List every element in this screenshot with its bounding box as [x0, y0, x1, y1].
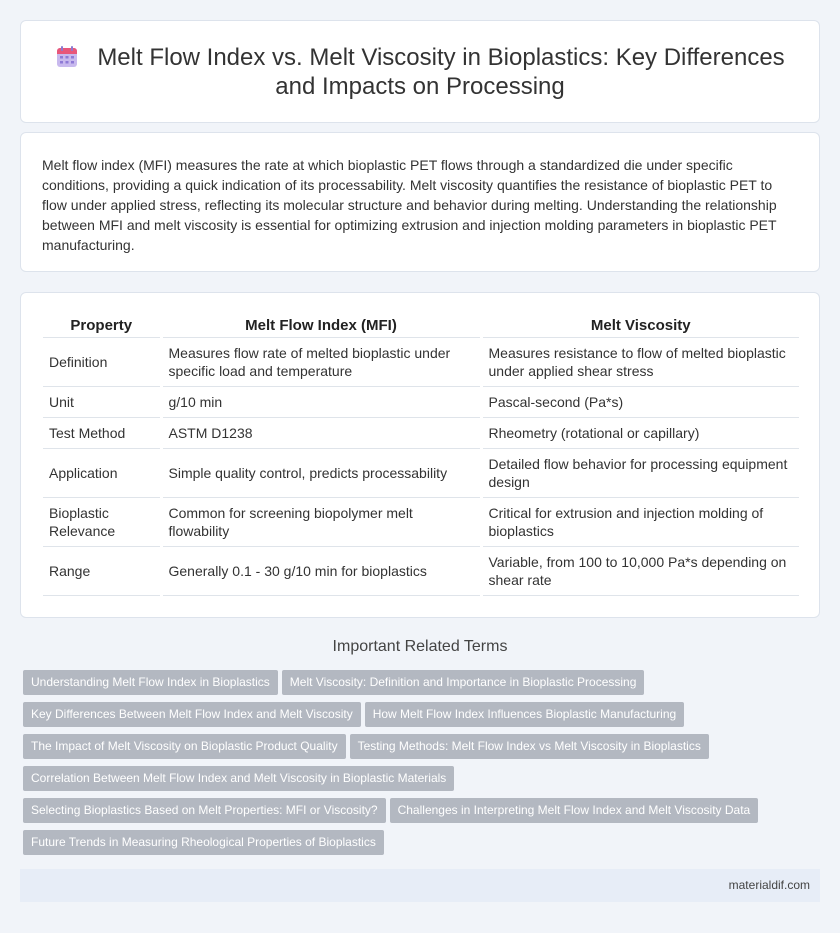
tag-row: [23, 766, 803, 798]
tag-row: [23, 702, 803, 734]
comparison-table-card: [20, 292, 820, 618]
related-term-tag[interactable]: Understanding Melt Flow Index in Bioplastics: [23, 670, 278, 695]
related-term-tag[interactable]: How Melt Flow Index Influences Bioplastic Manufacturing: [365, 702, 684, 727]
related-terms-list: [23, 670, 803, 862]
intro-card: [20, 132, 820, 272]
table-cell: Application: [43, 448, 161, 497]
related-term-tag[interactable]: Challenges in Interpreting Melt Flow Index and Melt Viscosity Data: [390, 798, 759, 823]
page-title: Melt Flow Index vs. Melt Viscosity in Bioplastics: Key Differences and Impacts on Processing: [97, 44, 785, 100]
table-cell: Bioplastic Relevance: [43, 497, 161, 546]
table-cell: Unit: [43, 386, 161, 417]
table-cell: Pascal-second (Pa*s): [481, 386, 799, 417]
table-cell: Measures flow rate of melted bioplastic under specific load and temperature: [161, 337, 481, 386]
tag-row: [23, 830, 803, 862]
comparison-table: [43, 317, 799, 596]
table-cell: Simple quality control, predicts processability: [161, 448, 481, 497]
table-cell: Common for screening biopolymer melt flowability: [161, 497, 481, 546]
table-cell: Detailed flow behavior for processing equipment design: [481, 448, 799, 497]
related-term-tag[interactable]: Selecting Bioplastics Based on Melt Properties: MFI or Viscosity?: [23, 798, 386, 823]
table-row: [43, 546, 799, 595]
table-cell: Rheometry (rotational or capillary): [481, 417, 799, 448]
related-term-tag[interactable]: Melt Viscosity: Definition and Importance in Bioplastic Processing: [282, 670, 645, 695]
related-term-tag[interactable]: Future Trends in Measuring Rheological Properties of Bioplastics: [23, 830, 384, 855]
table-cell: Measures resistance to flow of melted bioplastic under applied shear stress: [481, 337, 799, 386]
table-cell: Range: [43, 546, 161, 595]
intro-paragraph: Melt flow index (MFI) measures the rate at which bioplastic PET flows through a standardized die under specific conditions, providing a quick indication of its processability. Melt viscosity quantifies the resistance of bioplastic PET to flow under applied stress, reflecting its molecular structure and behavior during melting. Understanding the relationship between MFI and melt viscosity is essential for optimizing extrusion and injection molding parameters in bioplastic PET manufacturing.: [42, 157, 777, 253]
related-terms-heading: Important Related Terms: [332, 638, 508, 655]
header-mfi: Melt Flow Index (MFI): [161, 317, 481, 337]
header-viscosity: Melt Viscosity: [481, 317, 799, 337]
table-row: [43, 448, 799, 497]
table-cell: Variable, from 100 to 10,000 Pa*s depending on shear rate: [481, 546, 799, 595]
page-title-container: [51, 43, 789, 101]
related-term-tag[interactable]: Correlation Between Melt Flow Index and Melt Viscosity in Bioplastic Materials: [23, 766, 454, 791]
table-cell: Test Method: [43, 417, 161, 448]
table-cell: g/10 min: [161, 386, 481, 417]
table-row: [43, 497, 799, 546]
tag-row: [23, 798, 803, 830]
table-cell: Critical for extrusion and injection molding of bioplastics: [481, 497, 799, 546]
title-card: [20, 20, 820, 123]
table-row: [43, 417, 799, 448]
footer-site-link[interactable]: materialdif.com: [728, 878, 810, 892]
footer: [20, 869, 820, 902]
table-cell: Definition: [43, 337, 161, 386]
table-cell: Generally 0.1 - 30 g/10 min for bioplastics: [161, 546, 481, 595]
header-property: Property: [43, 317, 161, 337]
calendar-icon: [55, 45, 79, 69]
table-row: [43, 386, 799, 417]
table-header-row: [43, 317, 799, 337]
related-term-tag[interactable]: Testing Methods: Melt Flow Index vs Melt Viscosity in Bioplastics: [350, 734, 709, 759]
table-row: [43, 337, 799, 386]
table-cell: ASTM D1238: [161, 417, 481, 448]
tag-row: [23, 670, 803, 702]
tag-row: [23, 734, 803, 766]
related-term-tag[interactable]: Key Differences Between Melt Flow Index and Melt Viscosity: [23, 702, 361, 727]
related-term-tag[interactable]: The Impact of Melt Viscosity on Bioplastic Product Quality: [23, 734, 346, 759]
